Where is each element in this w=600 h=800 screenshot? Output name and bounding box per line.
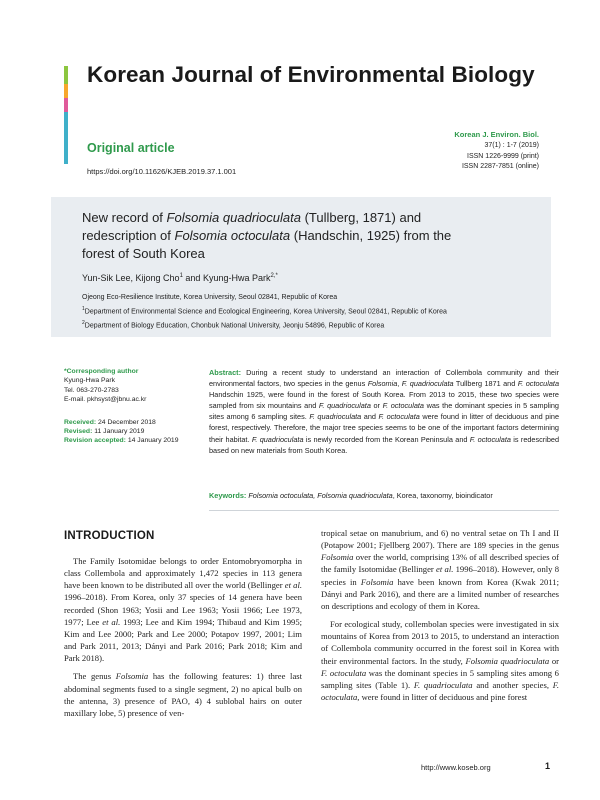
issn-online: ISSN 2287-7851 (online) <box>461 163 539 171</box>
affiliation: $^1$Department of Environmental Science and Ecological Engineering, Korea University, Seoul 02841, Republic of Korea <box>82 305 447 316</box>
corresponding-author-tel: Tel. 063-270-2783 <box>64 386 119 394</box>
affiliation: Ojeong Eco-Resilience Institute, Korea University, Seoul 02841, Republic of Korea <box>82 294 338 301</box>
keywords: Keywords: Folsomia octoculata, Folsomia quadrioculata, Korea, taxonomy, bioindicator <box>209 491 493 500</box>
article-type: Original article <box>87 141 175 155</box>
article-title: New record of Folsomia quadrioculata (Tullberg, 1871) and redescription of Folsomia octoculata (Handschin, 1925) from the forest of South Korea <box>82 210 452 261</box>
corresponding-author-email[interactable]: E-mail. pkhsyst@jbnu.ac.kr <box>64 396 147 404</box>
journal-abbreviation: Korean J. Environ. Biol. <box>454 130 539 139</box>
abstract: Abstract: During a recent study to understand an interaction of Collembola community and their environmental factors, two species in the genus Folsomia, F. quadrioculata Tullberg 1871 and F. octoculata Handschin 1925, were found in the forest of South Korea. From 2013 to 2015, these two species were sampled from six mountains and F. quadrioculata or F. octoculata was the dominant species in 5 sampling sites among 6 sampling sites. F. quadrioculata and F. octoculata were found in litter of deciduous and pine forest, respectively. Therefore, the major tree species seems to be one of the important factors determining their habitat. F. quadrioculata is newly recorded from the Korean Peninsula and F. octoculata is redescribed based on new materials from South Korea. <box>209 368 560 455</box>
received-date: Received: 24 December 2018 <box>64 418 156 426</box>
journal-title: Korean Journal of Environmental Biology <box>87 62 535 87</box>
paragraph: For ecological study, collembolan species were investigated in six mountains of Korea from 2013 to 2015, to understand an interaction of Collembola community occurred in the forest soil in Korea with their environmental factors. In the study, Folsomia quadrioculata or F. octoculata was the dominant species in 5 sampling sites among 6 sampling sites (Table 1). F. quadrioculata and another species, F. octoculata, were found in litter of deciduous and pine forest <box>321 619 560 703</box>
paragraph: tropical setae on manubrium, and 6) no ventral setae on Th I and II (Potapow 2001; Fjellberg 2007). There are 189 species in the genus Folsomia over the world, comprising 13% of all described species of the family Isotomidae (Bellinger et al. 1996–2018). However, only 8 species in Folsomia have been known from Korea (Kwak 2011; Dányi and Park 2016), and there are a limited number of researches on descriptions and ecology of them in Korea. <box>321 528 559 611</box>
section-heading-introduction: INTRODUCTION <box>64 530 155 542</box>
affiliation: $^2$Department of Biology Education, Chonbuk National University, Jeonju 54896, Republic of Korea <box>82 319 385 330</box>
affiliations <box>82 293 542 332</box>
footer-url[interactable]: http://www.koseb.org <box>421 763 491 772</box>
correspondence-info <box>64 367 209 446</box>
journal-color-stripe <box>64 112 68 164</box>
abstract-divider <box>209 510 559 511</box>
journal-color-stripe <box>64 98 68 112</box>
doi-link[interactable]: https://doi.org/10.11626/KJEB.2019.37.1.001 <box>87 167 237 176</box>
page-number: 1 <box>545 761 551 771</box>
corresponding-author-name: Kyung-Hwa Park <box>64 377 115 385</box>
paragraph: The Family Isotomidae belongs to order Entomobryomorpha in class Collembola and approximately 1,472 species in 113 genera have been known to be distributed all over the world (Bellinger et al. 1996–2018). From Korea, only 37 species of 14 genera have been recorded (Shon 1963; Yosii and Lee 1963; Yosii 1966; Lee 1973, 1977; Lee et al. 1993; Lee and Kim 1994; Thibaud and Kim 1995; Kim and Lee 2000; Park and Lee 2000; Potapov 1997, 2001; Lim and Park 2011, 2013; Dányi and Park 2016; Park 2018; Kim and Park 2018). <box>64 556 302 664</box>
journal-info <box>454 130 539 173</box>
journal-color-stripe <box>64 66 68 84</box>
body-column-left <box>64 555 302 725</box>
body-column-right <box>321 527 559 709</box>
issn-print: ISSN 1226-9999 (print) <box>467 152 539 160</box>
corresponding-author-label: *Corresponding author <box>64 368 139 375</box>
journal-color-stripe <box>64 84 68 98</box>
paragraph: The genus Folsomia has the following features: 1) three last abdominal segments fused to a single segment, 2) no apical bulb on the antenna, 3) presence of PAO, 4) 4 sublobal hairs on outer maxillary lobe, 5) presence of ven- <box>64 671 302 718</box>
accepted-date: Revision accepted: 14 January 2019 <box>64 437 179 445</box>
volume-issue: 37(1) : 1-7 (2019) <box>484 141 539 149</box>
revised-date: Revised: 11 January 2019 <box>64 428 145 436</box>
author-list: Yun-Sik Lee, Kijong Cho$^1$ and Kyung-Hwa Park$^{2,*}$ <box>82 273 278 283</box>
